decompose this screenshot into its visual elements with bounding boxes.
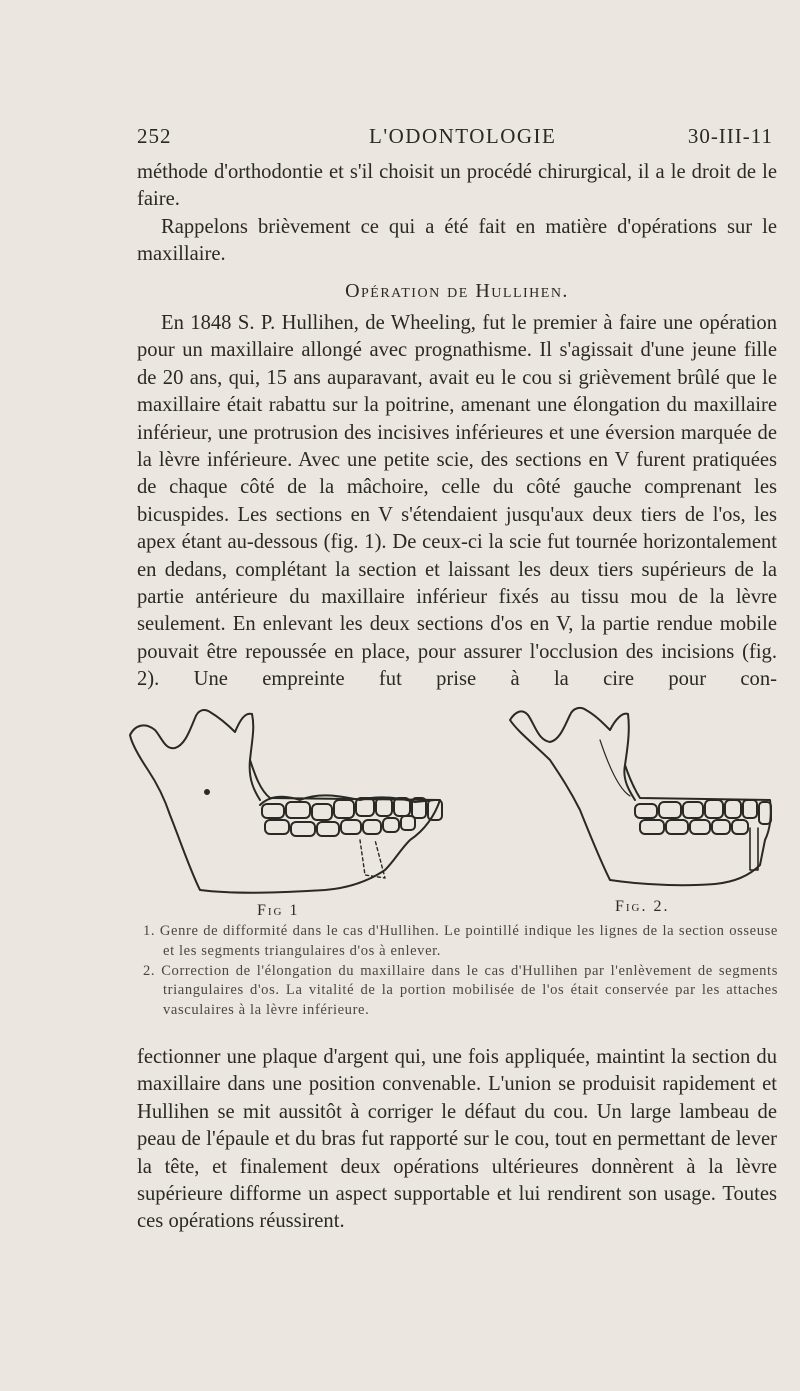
figure-captions xyxy=(143,922,778,1021)
paragraph-continuation: méthode d'orthodontie et s'il choisit un procédé chirurgical, il a le droit de le faire. xyxy=(137,161,777,211)
issue-date: 30-III-11 xyxy=(687,124,773,148)
paragraph-hullihen: En 1848 S. P. Hullihen, de Wheeling, fut le premier à faire une opération pour un maxillaire allongé avec prognathisme. Il s'agissait d'une jeune fille de 20 ans, qui, 15 ans auparavant, avait eu le cou si grièvement brûlé que le maxillaire était rabattu sur la poitrine, amenant une élongation du maxillaire inférieur, une protrusion des incisives inférieures et une éversion marquée de la lèvre inférieure. Avec une petite scie, des sections en V furent pratiquées de chaque côté de la mâchoire, celle du côté gauche comprenant les bicuspides. Les sections en V s'étendaient jusqu'aux deux tiers de l'os, les apex étant au-dessous (fig. 1). De ceux-ci la scie fut tournée horizontalement en dedans, complétant la section et laissant les deux tiers supérieurs de la partie antérieure du maxillaire inférieur fixés au tissu mou de la lèvre seulement. En enlevant les deux sections d'os en V, la partie rendue mobile pouvait être repoussée en place, pour assurer l'occlusion des incisions (fig. 2). Une empreinte fut prise à la cire pour con- xyxy=(137,312,777,691)
intro-text xyxy=(137,159,777,269)
figure-2-drawing xyxy=(510,708,771,885)
running-header xyxy=(137,124,787,154)
page-number: 252 xyxy=(137,124,172,148)
section-heading: Opération de Hullihen. xyxy=(345,280,569,302)
closing-text xyxy=(137,1044,777,1236)
paragraph-closing: fectionner une plaque d'argent qui, une fois appliquée, maintint la section du maxillaire dans une position convenable. L'union se produisit rapidement et Hullihen se mit aussitôt à corriger le défaut du cou. Un large lambeau de peau de l'épaule et du bras fut rapporté sur le cou, tout en permettant de lever la tête, et finalement deux opérations ultérieures donnèrent à la lèvre supérieure difforme un aspect supportable et lui rendirent son usage. Toutes ces opérations réussirent. xyxy=(137,1046,777,1233)
figure-1-label: Fig 1 xyxy=(257,902,300,919)
journal-title: L'ODONTOLOGIE xyxy=(369,124,557,148)
figure-1-drawing xyxy=(130,710,442,893)
caption-figure-2: 2. Correction de l'élongation du maxillaire dans le cas d'Hullihen par l'enlèvement de segments triangulaires d'os. La vitalité de la portion mobilisée de l'os était conservée par les attaches vasculaires à la lèvre inférieure. xyxy=(143,962,778,1019)
body-text xyxy=(137,310,777,694)
figure-2-label: Fig. 2. xyxy=(615,898,670,915)
caption-figure-1: 1. Genre de difformité dans le cas d'Hullihen. Le pointillé indique les lignes de la section osseuse et les segments triangulaires d'os à enlever. xyxy=(143,923,778,959)
jaw-figures-illustration xyxy=(110,700,790,930)
paragraph-recall: Rappelons brièvement ce qui a été fait en matière d'opérations sur le maxillaire. xyxy=(137,215,777,266)
